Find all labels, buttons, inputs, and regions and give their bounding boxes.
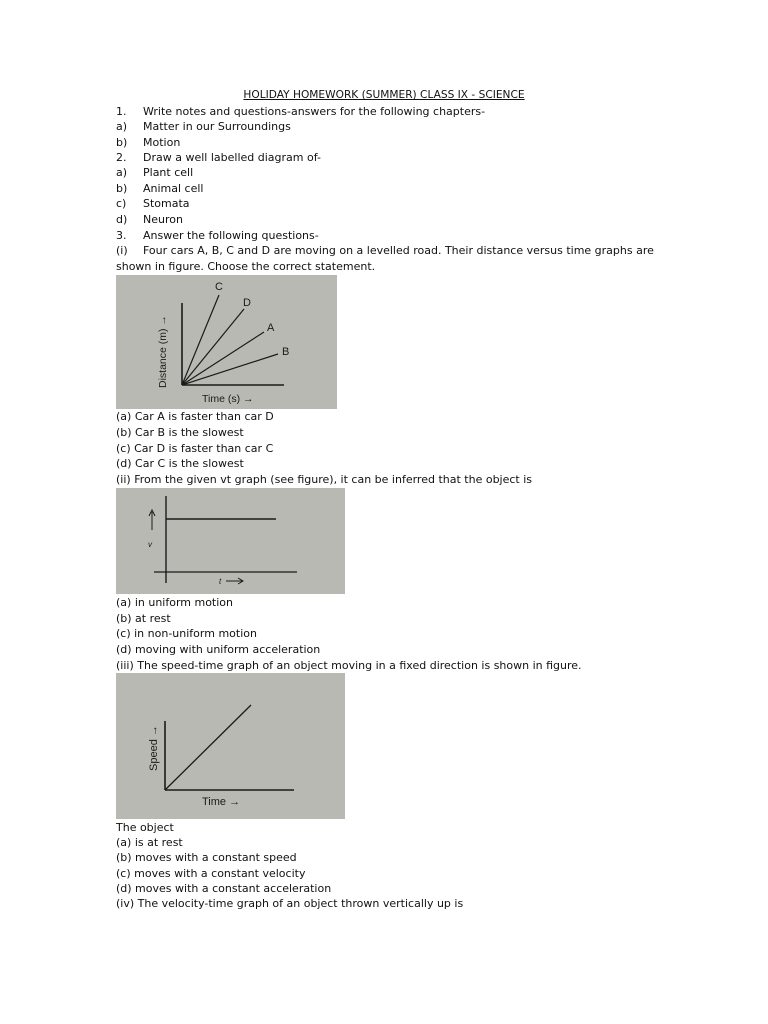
- option-text: (a) is at rest: [116, 836, 183, 849]
- item-number: d): [116, 213, 128, 226]
- item-text: Four cars A, B, C and D are moving on a levelled road. Their distance versus time graphs are: [143, 244, 654, 257]
- item-text: Stomata: [143, 197, 190, 210]
- option-text: (d) moving with uniform acceleration: [116, 643, 321, 656]
- option-text: (a) Car A is faster than car D: [116, 410, 274, 423]
- label-a: A: [267, 322, 275, 334]
- line-b: [182, 354, 278, 385]
- x-axis-label: Time →: [202, 796, 241, 808]
- line-a: [182, 332, 264, 385]
- item-text: Write notes and questions-answers for the following chapters-: [143, 105, 486, 118]
- label-d: D: [243, 297, 251, 309]
- x-axis-label: t: [219, 577, 222, 586]
- question-text: (iii) The speed-time graph of an object moving in a fixed direction is shown in figure.: [116, 659, 582, 672]
- item-number: a): [116, 120, 128, 133]
- item-text: Answer the following questions-: [143, 229, 319, 242]
- item-number: 3.: [116, 229, 127, 242]
- x-axis-label: Time (s) →: [202, 393, 254, 405]
- option-text: (b) moves with a constant speed: [116, 851, 297, 864]
- item-text: Animal cell: [143, 182, 204, 195]
- item-number: c): [116, 197, 127, 210]
- item-text: Motion: [143, 136, 181, 149]
- line-d: [182, 309, 244, 385]
- option-text: (d) Car C is the slowest: [116, 457, 244, 470]
- y-axis-label: v: [148, 540, 152, 549]
- question-continuation: shown in figure. Choose the correct statement.: [116, 260, 376, 273]
- line-c: [182, 295, 219, 385]
- velocity-time-figure: [116, 488, 345, 594]
- item-number: a): [116, 166, 128, 179]
- distance-time-figure: [116, 275, 337, 409]
- item-number: (i): [116, 244, 128, 257]
- label-c: C: [215, 281, 223, 293]
- question-text: (iv) The velocity-time graph of an object thrown vertically up is: [116, 897, 464, 910]
- option-text: (b) at rest: [116, 612, 171, 625]
- question-text: (ii) From the given vt graph (see figure), it can be inferred that the object is: [116, 473, 533, 486]
- item-number: b): [116, 182, 128, 195]
- option-text: (b) Car B is the slowest: [116, 426, 244, 439]
- option-text: (a) in uniform motion: [116, 596, 234, 609]
- item-number: 1.: [116, 105, 127, 118]
- speed-line: [165, 705, 251, 790]
- item-number: 2.: [116, 151, 127, 164]
- item-text: Draw a well labelled diagram of-: [143, 151, 321, 164]
- question-stem: The object: [116, 821, 174, 834]
- item-text: Matter in our Surroundings: [143, 120, 291, 133]
- option-text: (c) in non-uniform motion: [116, 627, 257, 640]
- page-title: HOLIDAY HOMEWORK (SUMMER) CLASS IX - SCIENCE: [243, 89, 525, 101]
- option-text: (d) moves with a constant acceleration: [116, 882, 332, 895]
- item-text: Neuron: [143, 213, 183, 226]
- item-text: Plant cell: [143, 166, 194, 179]
- y-axis-label: Distance (m) →: [157, 315, 169, 388]
- item-number: b): [116, 136, 128, 149]
- y-axis-label: Speed →: [148, 725, 160, 771]
- label-b: B: [282, 346, 290, 358]
- option-text: (c) moves with a constant velocity: [116, 867, 306, 880]
- option-text: (c) Car D is faster than car C: [116, 442, 274, 455]
- speed-time-figure: [116, 673, 345, 819]
